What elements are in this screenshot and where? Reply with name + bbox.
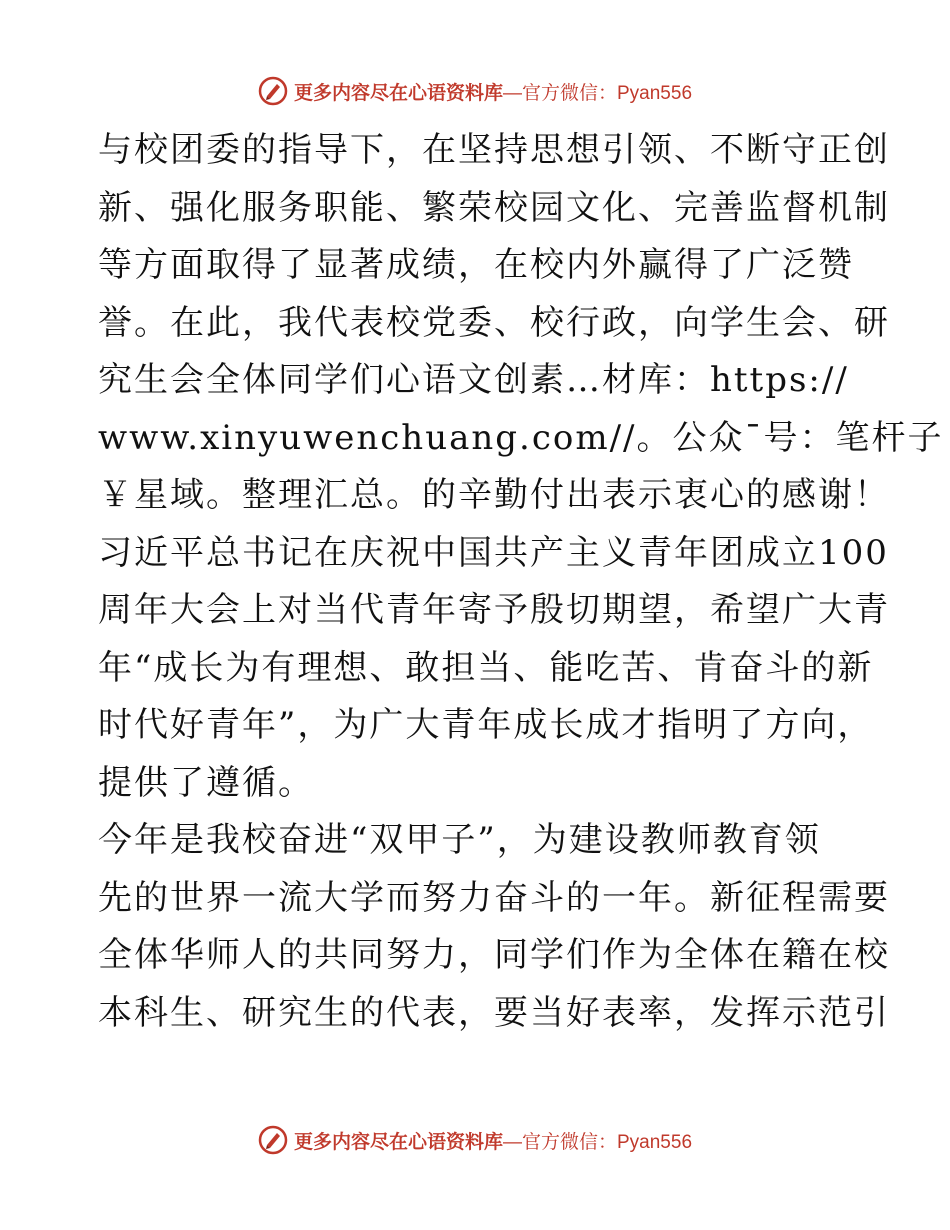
text-line: 新、强化服务职能、繁荣校园文化、完善监督机制 — [98, 187, 890, 228]
text-line: 与校团委的指导下，在坚持思想引领、不断守正创 — [98, 130, 890, 170]
header-banner — [0, 71, 950, 111]
banner-suffix: —官方微信：Pyan556 — [503, 1131, 693, 1153]
text-line: 本科生、研究生的代表，要当好表率，发挥示范引 — [98, 992, 890, 1033]
text-line: 誉。在此，我代表校党委、校行政，向学生会、研 — [98, 302, 890, 343]
paragraph-1 — [98, 122, 944, 525]
text-line: 周年大会上对当代青年寄予殷切期望，希望广大青 — [98, 590, 890, 630]
text-line: 年“成长为有理想、敢担当、能吃苦、肯奋斗的新 — [98, 647, 874, 688]
paragraph-2 — [98, 525, 890, 813]
text-line: ￥星域。整理汇总。的辛勤付出表示衷心的感谢！ — [98, 475, 890, 515]
text-line: 先的世界一流大学而努力奋斗的一年。新征程需要 — [98, 877, 890, 918]
text-line: www.xinyuwenchuang.com//。公众¯号：笔杆子 — [98, 417, 944, 458]
banner-prefix: 更多内容尽在心语资料库 — [293, 1130, 503, 1153]
document-body — [98, 122, 944, 1042]
text-line: 究生会全体同学们心语文创素…材库：https:// — [98, 360, 849, 400]
footer-banner — [0, 1120, 950, 1160]
pen-logo-icon — [258, 76, 288, 106]
pen-logo-icon — [258, 1125, 288, 1155]
text-line: 等方面取得了显著成绩，在校内外赢得了广泛赞 — [98, 245, 854, 285]
text-line: 习近平总书记在庆祝中国共产主义青年团成立100 — [98, 532, 889, 573]
text-line: 今年是我校奋进“双甲子”，为建设教师教育领 — [98, 820, 821, 860]
banner-suffix: —官方微信：Pyan556 — [503, 82, 693, 104]
paragraph-3 — [98, 812, 890, 1042]
text-line: 全体华师人的共同努力，同学们作为全体在籍在校 — [98, 935, 890, 975]
text-line: 时代好青年”，为广大青年成长成才指明了方向， — [98, 705, 874, 745]
text-line: 提供了遵循。 — [98, 762, 314, 803]
banner-prefix: 更多内容尽在心语资料库 — [293, 81, 503, 104]
